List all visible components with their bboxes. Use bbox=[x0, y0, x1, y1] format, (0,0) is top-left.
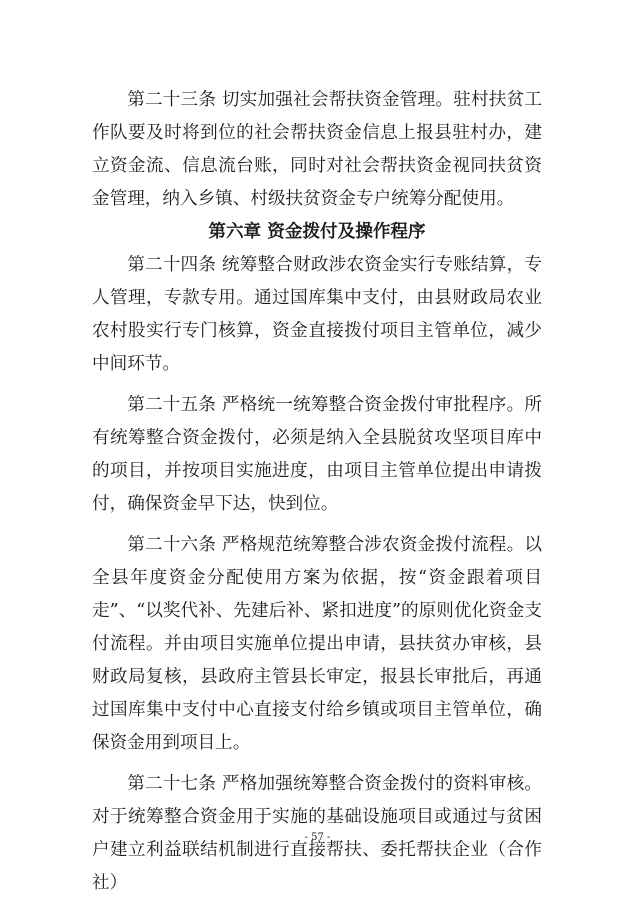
page-number: - 57 - bbox=[304, 832, 331, 843]
article-23-paragraph: 第二十三条 切实加强社会帮扶资金管理。驻村扶贫工作队要及时将到位的社会帮扶资金信息上报县驻村办，建立资金流、信息流台账，同时对社会帮扶资金视同扶贫资金管理，纳入乡镇、村级扶贫资金专户统筹分配使用。 bbox=[92, 90, 542, 209]
article-27-paragraph: 第二十七条 严格加强统筹整合资金拨付的资料审核。对于统筹整合资金用于实施的基础设施项目或通过与贫困户建立利益联结机制进行直接帮扶、委托帮扶企业（合作社） bbox=[92, 774, 542, 893]
article-26-paragraph: 第二十六条 严格规范统筹整合涉农资金拨付流程。以全县年度资金分配使用方案为依据，按“资金跟着项目走”、“以奖代补、先建后补、紧扣进度”的原则优化资金支付流程。并由项目实施单位提出申请，县扶贫办审核，县财政局复核，县政府主管县长审定，报县长审批后，再通过国库集中支付中心直接支付给乡镇或项目主管单位，确保资金用到项目上。 bbox=[92, 535, 542, 753]
article-25-paragraph: 第二十五条 严格统一统筹整合资金拨付审批程序。所有统筹整合资金拨付，必须是纳入全县脱贫攻坚项目库中的项目，并按项目实施进度，由项目主管单位提出申请拨付，确保资金早下达，快到位。 bbox=[92, 395, 542, 514]
paragraph-gap bbox=[92, 760, 542, 768]
chapter-heading: 第六章 资金拨付及操作程序 bbox=[208, 222, 426, 242]
paragraph-gap bbox=[92, 381, 542, 389]
article-24-paragraph: 第二十四条 统筹整合财政涉农资金实行专账结算，专人管理，专款专用。通过国库集中支付，由县财政局农业农村股实行专门核算，资金直接拨付项目主管单位，减少中间环节。 bbox=[92, 255, 542, 374]
paragraph-gap bbox=[92, 521, 542, 529]
document-body bbox=[92, 84, 542, 900]
